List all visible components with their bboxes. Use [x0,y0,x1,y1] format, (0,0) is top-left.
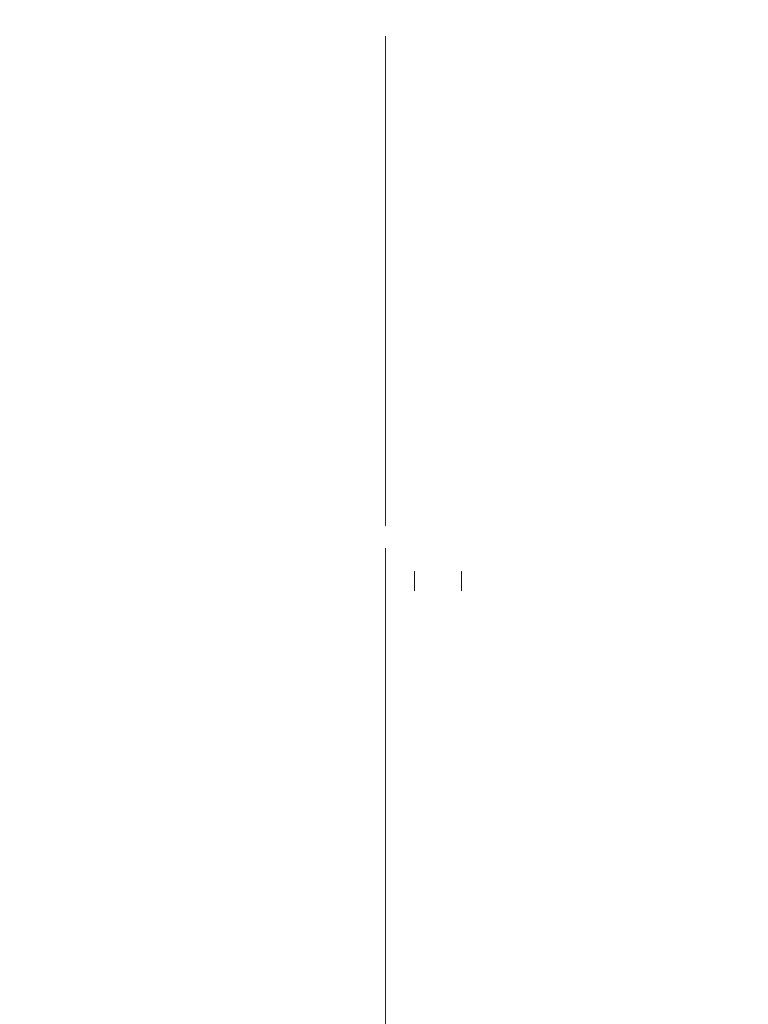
exam-header [0,16,384,26]
matrix-a [414,571,462,591]
column-divider-bottom [385,548,386,1024]
matrix-row [418,578,458,585]
page-top-right [388,36,768,521]
question-group-1-10 [0,39,384,66]
matrix-row [418,585,458,592]
question-group-34-44 [388,571,768,619]
page-bottom-left [0,566,384,1024]
page-top-left [0,16,384,521]
question-group-22-32 [0,569,384,599]
matrix-row [418,571,458,578]
question-group-11-21 [388,39,768,69]
page-bottom-right [388,568,768,1024]
question [388,571,768,591]
instruction-row [0,26,384,36]
column-divider-top [385,36,386,526]
